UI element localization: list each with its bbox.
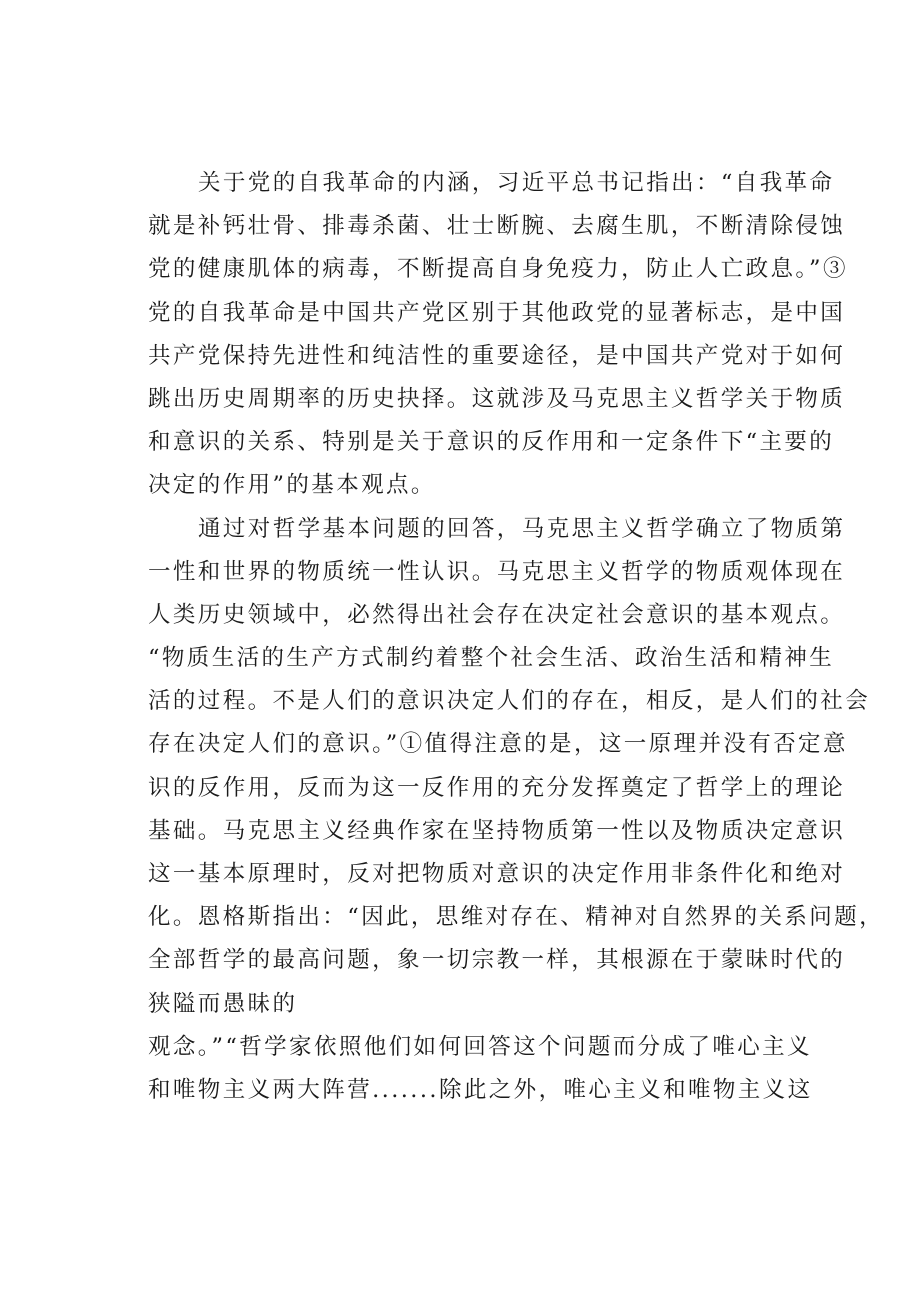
text-line: 基础。马克思主义经典作家在坚持物质第一性以及物质决定意识	[148, 817, 846, 844]
text-line: 化。恩格斯指出：“因此，思维对存在、精神对自然界的关系问题，	[148, 904, 885, 931]
text-line: 关于党的自我革命的内涵，习近平总书记指出：“自我革命	[198, 170, 835, 196]
text-line: “物质生活的生产方式制约着整个社会生活、政治生活和精神生	[148, 645, 835, 672]
text-line: 党的自我革命是中国共产党区别于其他政党的显著标志，是中国	[148, 299, 846, 326]
text-line: 活的过程。不是人们的意识决定人们的存在，相反，是人们的社会	[148, 688, 871, 715]
text-line: 人类历史领域中，必然得出社会存在决定社会意识的基本观点。	[148, 601, 846, 628]
text-line: 就是补钙壮骨、排毒杀菌、壮士断腕、去腐生肌，不断清除侵蚀	[148, 213, 846, 240]
text-line: 通过对哲学基本问题的回答，马克思主义哲学确立了物质第	[198, 515, 846, 542]
text-line: 和唯物主义两大阵营.......除此之外，唯心主义和唯物主义这	[148, 1076, 813, 1103]
text-line: 狭隘而愚昧的	[148, 990, 298, 1017]
text-line: 跳出历史周期率的历史抉择。这就涉及马克思主义哲学关于物质	[148, 385, 846, 412]
text-line: 决定的作用”的基本观点。	[148, 472, 436, 499]
text-line: 全部哲学的最高问题，象一切宗教一样，其根源在于蒙昧时代的	[148, 947, 846, 974]
text-line: 共产党保持先进性和纯洁性的重要途径，是中国共产党对于如何	[148, 342, 846, 369]
text-line: 观念。”“哲学家依照他们如何回答这个问题而分成了唯心主义	[148, 1033, 812, 1060]
text-line: 这一基本原理时，反对把物质对意识的决定作用非条件化和绝对	[148, 861, 846, 887]
body-text	[148, 162, 885, 1112]
text-line: 一性和世界的物质统一性认识。马克思主义哲学的物质观体现在	[148, 558, 846, 585]
text-line: 党的健康肌体的病毒，不断提高自身免疫力，防止人亡政息。”③	[148, 256, 848, 283]
text-line: 存在决定人们的意识。”①值得注意的是，这一原理并没有否定意	[148, 731, 848, 758]
text-line: 和意识的关系、特别是关于意识的反作用和一定条件下“主要的	[148, 429, 835, 456]
text-line: 识的反作用，反而为这一反作用的充分发挥奠定了哲学上的理论	[148, 774, 846, 801]
